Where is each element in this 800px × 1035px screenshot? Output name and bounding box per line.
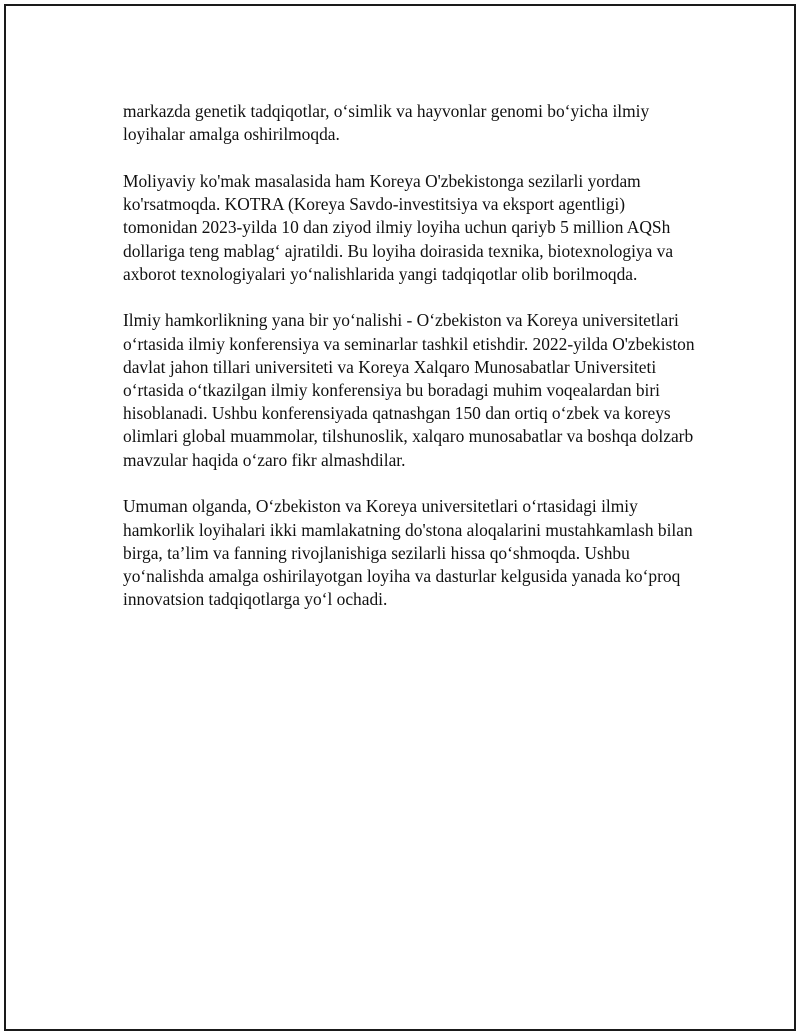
document-body [123, 100, 703, 635]
document-page [4, 4, 796, 1031]
paragraph-4: Umuman olganda, O‘zbekiston va Koreya universitetlari o‘rtasidagi ilmiy hamkorlik loyihalari ikki mamlakatning do'stona aloqalarini mustahkamlash bilan birga, ta’lim va fanning rivojlanishiga sezilarli hissa qo‘shmoqda. Ushbu yo‘nalishda amalga oshirilayotgan loyiha va dasturlar kelgusida yanada ko‘proq innovatsion tadqiqotlarga yo‘l ochadi. [123, 496, 693, 610]
paragraph-1: markazda genetik tadqiqotlar, o‘simlik va hayvonlar genomi bo‘yicha ilmiy loyihalar amalga oshirilmoqda. [123, 101, 650, 145]
paragraph-3: Ilmiy hamkorlikning yana bir yo‘nalishi - O‘zbekiston va Koreya universitetlari o‘rtasida ilmiy konferensiya va seminarlar tashkil etishdir. 2022-yilda O'zbekiston davlat jahon tillari universiteti va Koreya Xalqaro Munosabatlar Universiteti o‘rtasida o‘tkazilgan ilmiy konferensiya bu boradagi muhim voqealardan biri hisoblanadi. Ushbu konferensiyada qatnashgan 150 dan ortiq o‘zbek va koreys olimlari global muammolar, tilshunoslik, xalqaro munosabatlar va boshqa dolzarb mavzular haqida o‘zaro fikr almashdilar. [123, 310, 695, 470]
paragraph-2: Moliyaviy ko'mak masalasida ham Koreya O'zbekistonga sezilarli yordam ko'rsatmoqda. KOTRA (Koreya Savdo-investitsiya va eksport agentligi) tomonidan 2023-yilda 10 dan ziyod ilmiy loyiha uchun qariyb 5 million AQSh dollariga teng mablag‘ ajratildi. Bu loyiha doirasida texnika, biotexnologiya va axborot texnologiyalari yo‘nalishlarida yangi tadqiqotlar olib borilmoqda. [123, 170, 674, 284]
